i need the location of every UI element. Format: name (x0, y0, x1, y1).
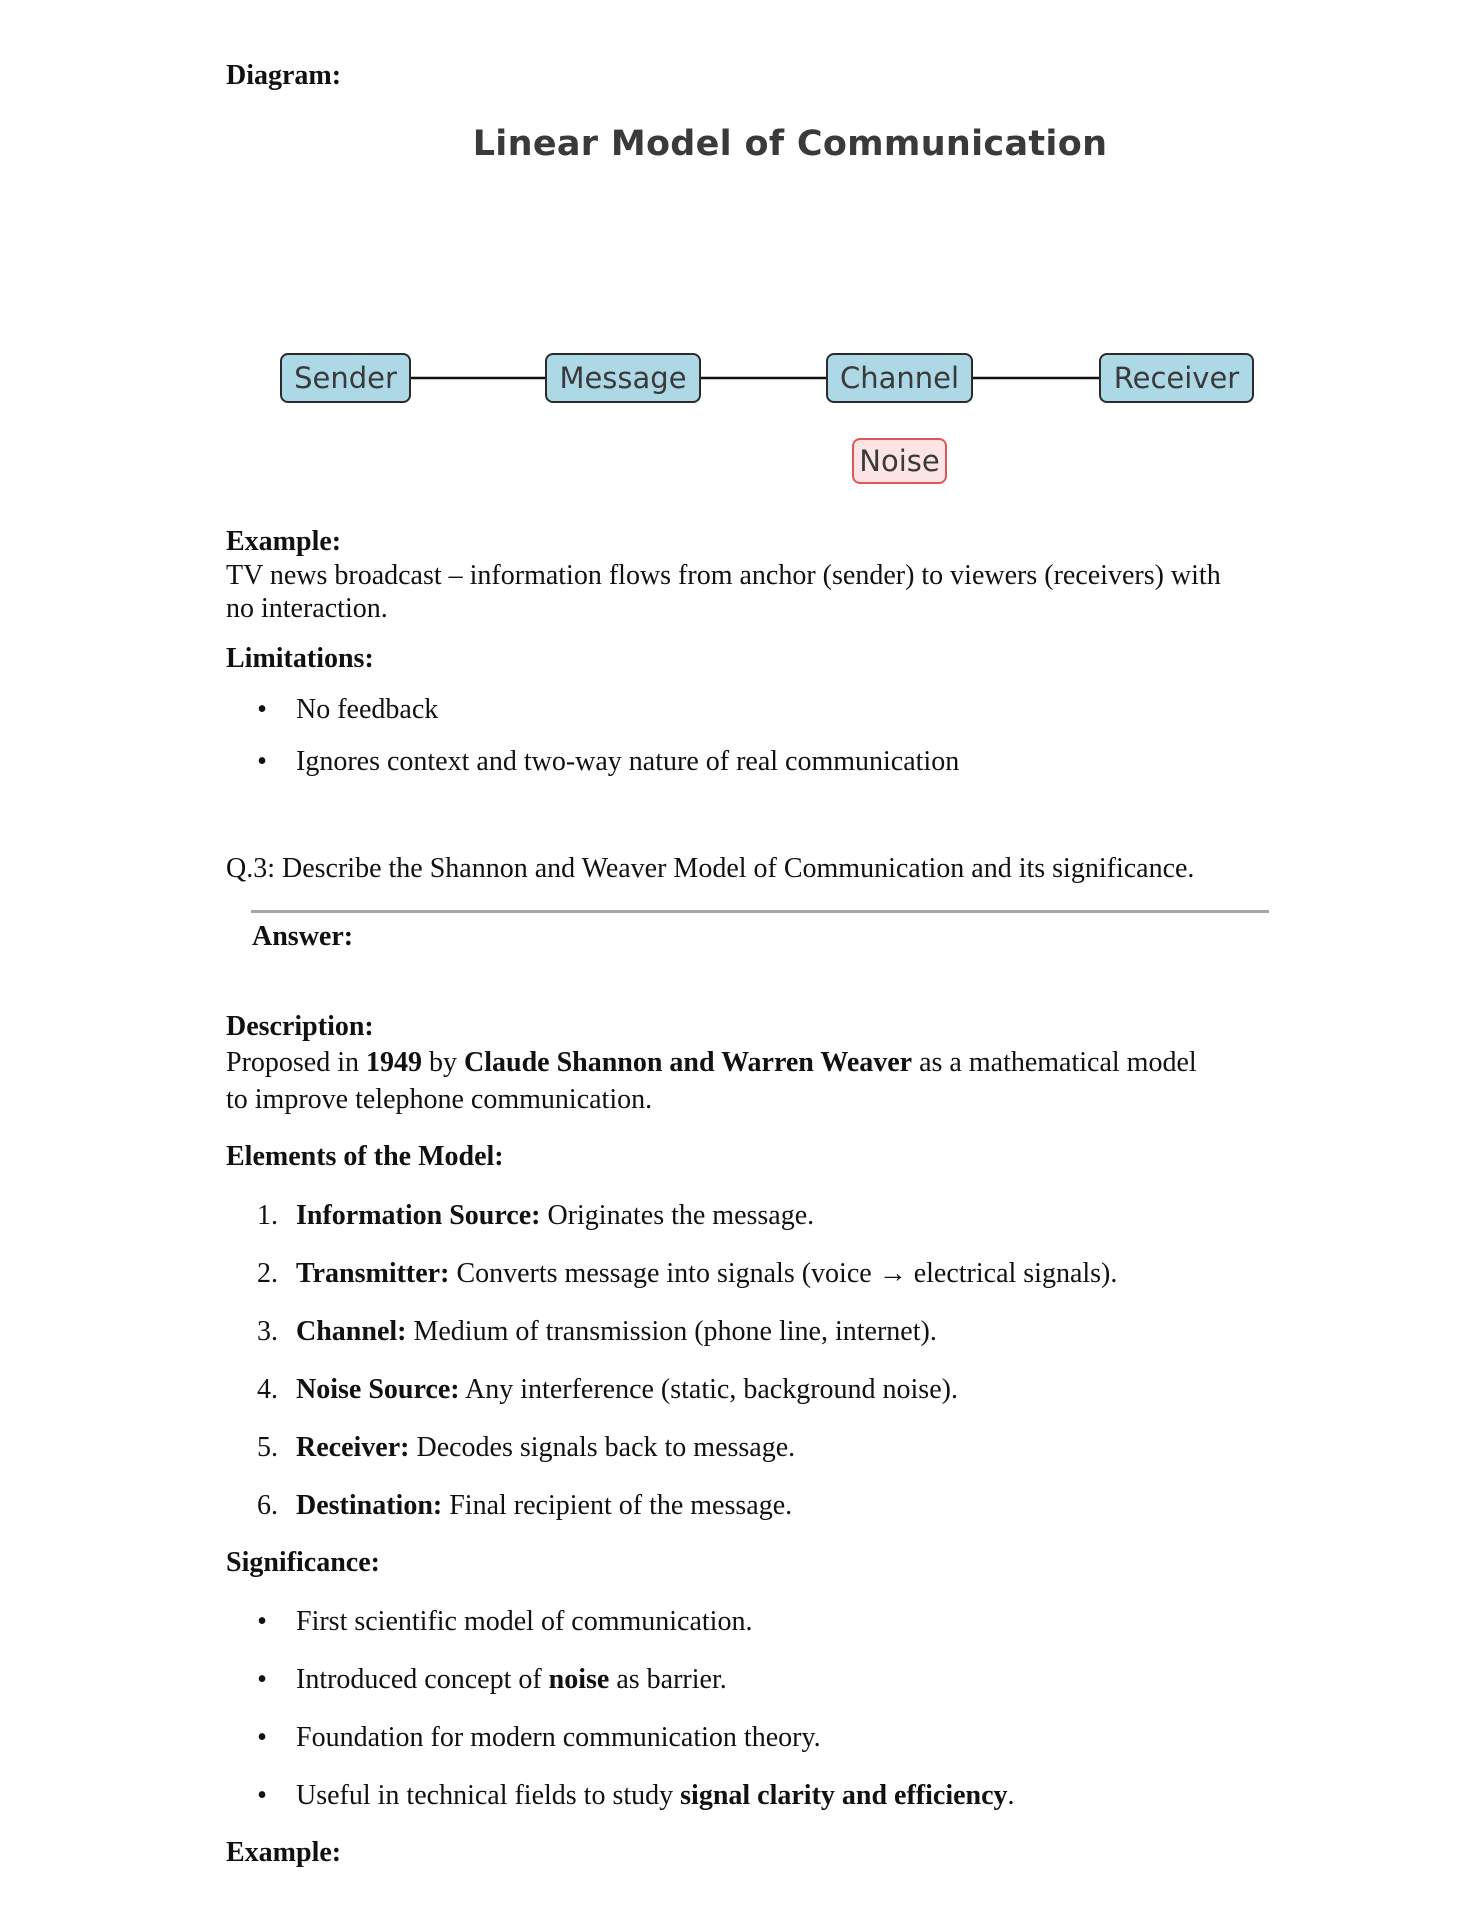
example-text-line2: no interaction. (226, 593, 388, 624)
noise-node: Noise (852, 438, 947, 484)
bullet-icon: • (257, 694, 267, 725)
description-line2: to improve telephone communication. (226, 1084, 653, 1115)
sender-node: Sender (280, 353, 411, 403)
bullet-icon: • (257, 1606, 267, 1637)
example-heading: Example: (226, 526, 342, 557)
receiver-node: Receiver (1099, 353, 1254, 403)
bullet-icon: • (257, 1780, 267, 1811)
answer-heading: Answer: (252, 921, 354, 952)
example2-heading: Example: (226, 1837, 342, 1868)
limitations-heading: Limitations: (226, 643, 374, 674)
significance-heading: Significance: (226, 1547, 380, 1578)
bullet-icon: • (257, 746, 267, 777)
elements-heading: Elements of the Model: (226, 1141, 504, 1172)
diagram-heading: Diagram: (226, 60, 342, 91)
bullet-icon: • (257, 1664, 267, 1695)
diagram-title: Linear Model of Communication (472, 124, 1108, 164)
diagram-arrows (0, 0, 1484, 520)
example-text-line1: TV news broadcast – information flows from anchor (sender) to viewers (receivers) with (226, 560, 1221, 591)
message-node: Message (545, 353, 701, 403)
bullet-icon: • (257, 1722, 267, 1753)
channel-node: Channel (826, 353, 973, 403)
description-line1: Proposed in 1949 by Claude Shannon and Warren Weaver as a mathematical model (226, 1047, 1197, 1078)
divider (251, 910, 1269, 913)
question-text: Q.3: Describe the Shannon and Weaver Model of Communication and its significance. (226, 853, 1195, 884)
description-heading: Description: (226, 1011, 374, 1042)
